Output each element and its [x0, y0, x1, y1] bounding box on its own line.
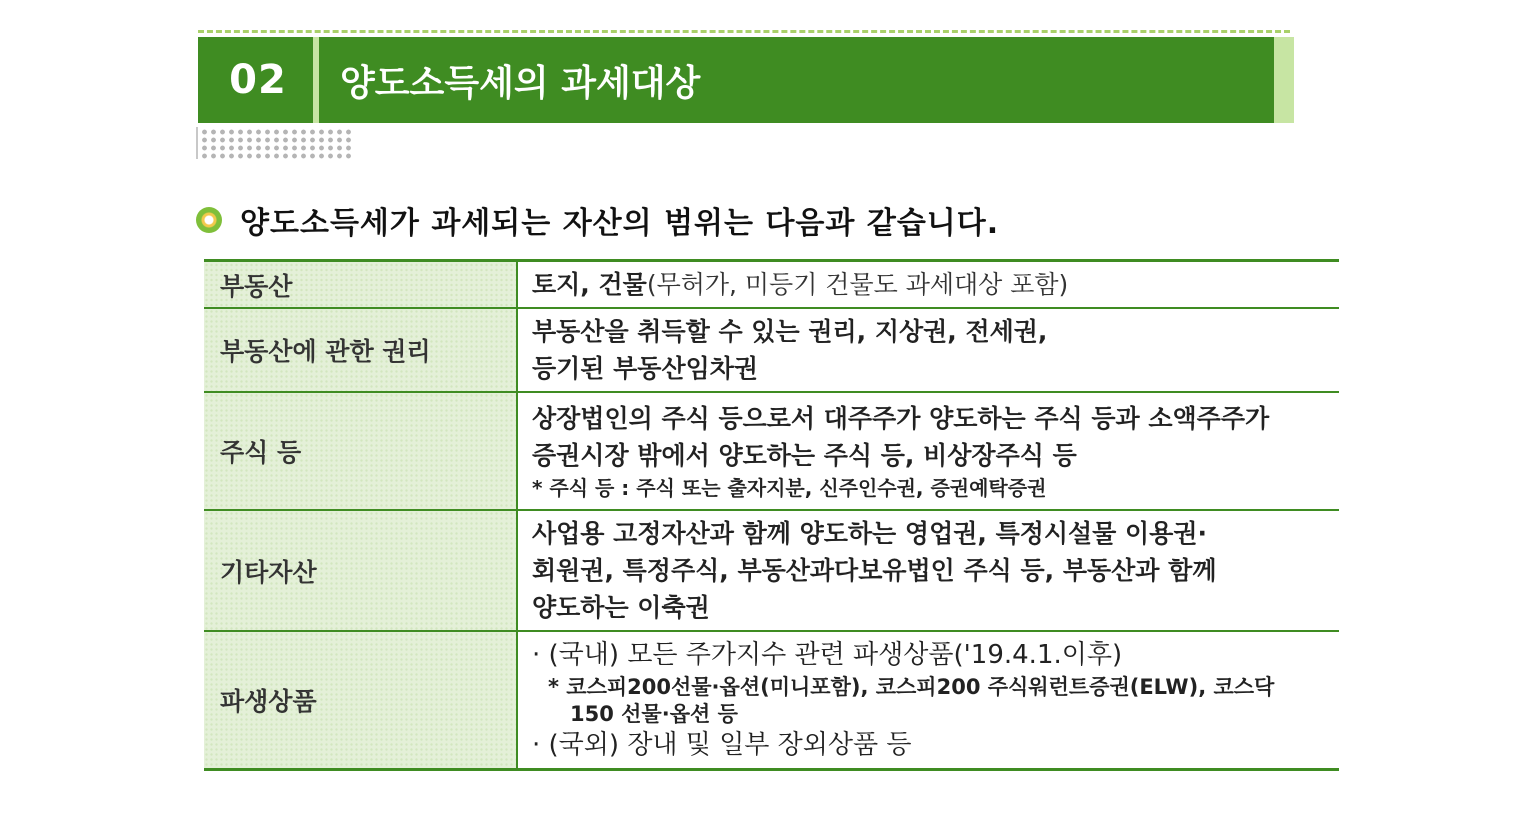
- row-label: 부동산: [204, 261, 517, 309]
- table-row: [204, 392, 1339, 510]
- header-separator: [313, 37, 319, 123]
- value-line-domestic: · (국내) 모든 주가지수 관련 파생상품('19.4.1.이후): [532, 639, 1123, 670]
- table-row: [204, 510, 1339, 631]
- value-footnote-cont: 150 선물·옵션 등: [570, 701, 738, 726]
- row-value: [517, 261, 1339, 309]
- dot-pattern-decoration: [198, 127, 354, 159]
- value-line: 부동산을 취득할 수 있는 권리, 지상권, 전세권,: [532, 317, 1048, 346]
- value-line: 양도하는 이축권: [532, 593, 710, 622]
- value-footnote: * 코스피200선물·옵션(미니포함), 코스피200 주식워런트증권(ELW), 코스닥: [548, 674, 1275, 699]
- header-end-stripe: [1274, 37, 1294, 123]
- intro-text: 양도소득세가 과세되는 자산의 범위는 다음과 같습니다.: [240, 206, 1000, 241]
- value-line: 사업용 고정자산과 함께 양도하는 영업권, 특정시설물 이용권·: [532, 519, 1207, 548]
- header-dashed-line: [198, 30, 1290, 33]
- value-line: 회원권, 특정주식, 부동산과다보유법인 주식 등, 부동산과 함께: [532, 556, 1217, 585]
- value-note: (무허가, 미등기 건물도 과세대상 포함): [646, 270, 1069, 299]
- row-label: 파생상품: [204, 631, 517, 769]
- value-line: 증권시장 밖에서 양도하는 주식 등, 비상장주식 등: [532, 441, 1077, 470]
- intro-line: [196, 200, 999, 240]
- row-value: [517, 308, 1339, 392]
- row-value: [517, 631, 1339, 769]
- row-value: [517, 392, 1339, 510]
- row-label: 부동산에 관한 권리: [204, 308, 517, 392]
- table-row: [204, 631, 1339, 769]
- value-bold: 토지, 건물: [532, 270, 647, 299]
- section-title: 양도소득세의 과세대상: [340, 62, 701, 104]
- table-row: [204, 261, 1339, 309]
- circle-bullet-icon: [196, 207, 222, 233]
- row-value: [517, 510, 1339, 631]
- row-label: 기타자산: [204, 510, 517, 631]
- value-line: 등기된 부동산임차권: [532, 354, 759, 383]
- value-line: 상장법인의 주식 등으로서 대주주가 양도하는 주식 등과 소액주주가: [532, 404, 1270, 433]
- table-row: [204, 308, 1339, 392]
- section-number: 02: [229, 57, 287, 103]
- value-line-foreign: · (국외) 장내 및 일부 장외상품 등: [532, 729, 912, 760]
- taxable-assets-table: [204, 259, 1339, 771]
- value-footnote: * 주식 등 : 주식 또는 출자지분, 신주인수권, 증권예탁증권: [532, 476, 1047, 500]
- row-label: 주식 등: [204, 392, 517, 510]
